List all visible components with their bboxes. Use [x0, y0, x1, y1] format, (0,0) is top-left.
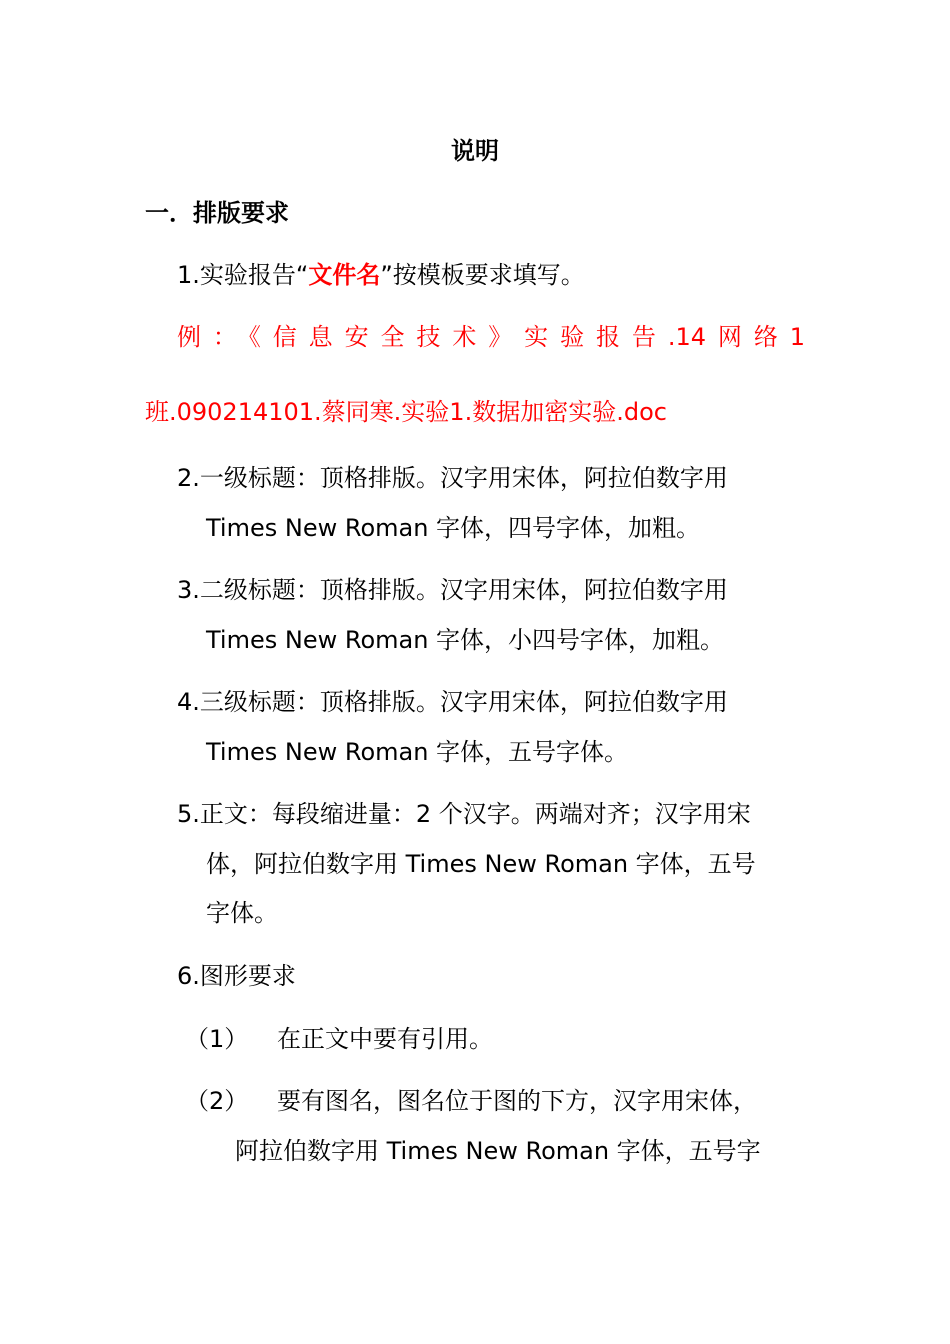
item-number: 4.	[177, 688, 200, 716]
section-heading: 一．排版要求	[145, 199, 289, 227]
item-number: 2.	[177, 464, 200, 492]
list-item-5-continuation: 字体。	[206, 899, 278, 927]
sub-item-2-number: （2）	[185, 1087, 249, 1115]
item-text: ”按模板要求填写。	[380, 261, 585, 289]
list-item-5-continuation: 体，阿拉伯数字用 Times New Roman 字体，五号	[206, 850, 756, 878]
highlight-filename: 文件名	[308, 261, 381, 289]
list-item-3	[177, 575, 728, 605]
item-number: 5.	[177, 800, 200, 828]
item-number: 3.	[177, 576, 200, 604]
sub-item-2-text: 要有图名，图名位于图的下方，汉字用宋体，	[277, 1087, 757, 1115]
item-text: 实验报告“	[199, 261, 309, 289]
item-text: 一级标题：顶格排版。汉字用宋体，阿拉伯数字用	[199, 464, 728, 492]
list-item-5	[177, 799, 751, 829]
item-text: 二级标题：顶格排版。汉字用宋体，阿拉伯数字用	[199, 576, 728, 604]
item-number: 6.	[177, 962, 200, 990]
list-item-2-continuation: Times New Roman 字体，四号字体，加粗。	[206, 514, 701, 542]
list-item-1	[177, 260, 585, 290]
page-title: 说明	[451, 137, 499, 165]
sub-item-1-text: 在正文中要有引用。	[277, 1025, 493, 1053]
example-line-1: 例：《信息安全技术》实验报告.14网络1	[177, 323, 805, 351]
list-item-4	[177, 687, 728, 717]
list-item-4-continuation: Times New Roman 字体，五号字体。	[206, 738, 629, 766]
sub-item-2-continuation: 阿拉伯数字用 Times New Roman 字体，五号字	[235, 1137, 761, 1165]
item-text: 图形要求	[199, 962, 296, 990]
list-item-2	[177, 463, 728, 493]
example-line-2: 班.090214101.蔡同寒.实验1.数据加密实验.doc	[145, 398, 667, 426]
list-item-6	[177, 961, 296, 991]
item-text: 正文：每段缩进量：2 个汉字。两端对齐；汉字用宋	[199, 800, 751, 828]
item-number: 1.	[177, 261, 200, 289]
list-item-3-continuation: Times New Roman 字体，小四号字体，加粗。	[206, 626, 725, 654]
sub-item-1-number: （1）	[185, 1025, 249, 1053]
item-text: 三级标题：顶格排版。汉字用宋体，阿拉伯数字用	[199, 688, 728, 716]
